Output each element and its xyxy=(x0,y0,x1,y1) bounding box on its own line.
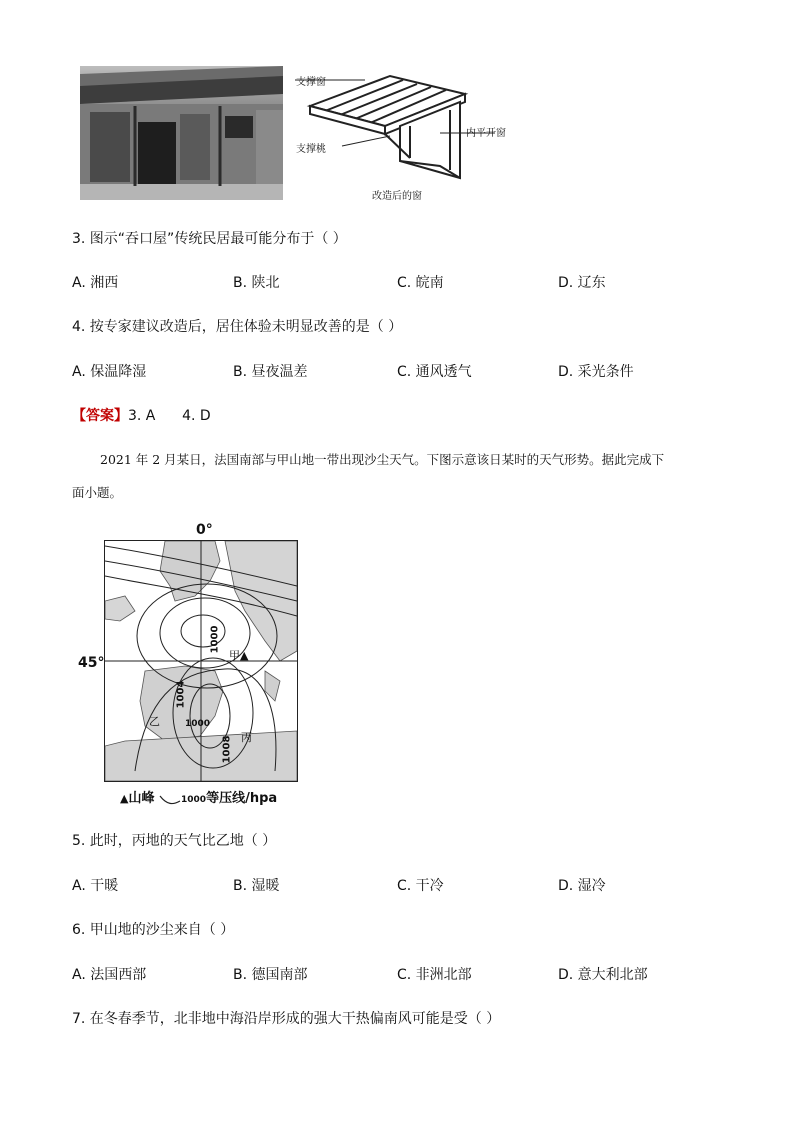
question-3-stem: 3. 图示“吞口屋”传统民居最可能分布于（ ） xyxy=(72,231,347,247)
legend-isobar-value: 1000 xyxy=(181,795,207,805)
q3-option-b[interactable]: B. 陕北 xyxy=(233,275,280,291)
legend-peak-label: 山峰 xyxy=(128,791,155,806)
place-bing: 丙 xyxy=(241,731,252,744)
q5-option-a[interactable]: A. 干暖 xyxy=(72,878,119,894)
weather-map xyxy=(104,540,298,782)
label-inner-window: 内平开窗 xyxy=(466,128,506,139)
q6-option-c[interactable]: C. 非洲北部 xyxy=(397,967,472,983)
isobar-label-1000-north: 1000 xyxy=(209,625,221,654)
answer-tag: 【答案】 xyxy=(72,408,128,424)
map-legend xyxy=(120,787,277,806)
label-support-beam: 支撑桃 xyxy=(296,144,326,155)
q6-option-d[interactable]: D. 意大利北部 xyxy=(558,967,648,983)
label-support-window: 支撑窗 xyxy=(296,77,326,88)
q4-option-c[interactable]: C. 通风透气 xyxy=(397,364,472,380)
q3-option-a[interactable]: A. 湘西 xyxy=(72,275,119,291)
q4-option-a[interactable]: A. 保温降湿 xyxy=(72,364,147,380)
map-latitude-label: 45° xyxy=(78,655,105,671)
answer-text: 3. A 4. D xyxy=(128,408,211,424)
isobar-label-1008: 1008 xyxy=(221,735,233,764)
peak-legend-icon: ▲ xyxy=(120,792,129,805)
q6-option-b[interactable]: B. 德国南部 xyxy=(233,967,308,983)
question-7-stem: 7. 在冬春季节，北非地中海沿岸形成的强大干热偏南风可能是受（ ） xyxy=(72,1011,501,1027)
isobar-legend-icon xyxy=(159,793,181,805)
answer-line xyxy=(72,405,211,425)
q4-option-d[interactable]: D. 采光条件 xyxy=(558,364,634,380)
isobar-label-1004: 1004 xyxy=(175,680,187,709)
question-5-stem: 5. 此时，丙地的天气比乙地（ ） xyxy=(72,833,277,849)
q5-option-c[interactable]: C. 干冷 xyxy=(397,878,444,894)
question-4-stem: 4. 按专家建议改造后，居住体验未明显改善的是（ ） xyxy=(72,319,403,335)
passage-line-2: 面小题。 xyxy=(72,485,123,500)
q5-option-d[interactable]: D. 湿冷 xyxy=(558,878,606,894)
isobar-label-1000-south: 1000 xyxy=(185,719,211,729)
house-photo xyxy=(80,66,283,200)
q3-option-d[interactable]: D. 辽东 xyxy=(558,275,606,291)
legend-isobar-label: 等压线/hpa xyxy=(206,791,278,806)
q4-option-b[interactable]: B. 昼夜温差 xyxy=(233,364,308,380)
q6-option-a[interactable]: A. 法国西部 xyxy=(72,967,147,983)
q3-option-c[interactable]: C. 皖南 xyxy=(397,275,444,291)
passage-line-1: 2021 年 2 月某日，法国南部与甲山地一带出现沙尘天气。下图示意该日某时的天气形势。据此完成下 xyxy=(100,452,665,467)
map-longitude-label: 0° xyxy=(196,522,213,538)
q5-option-b[interactable]: B. 湿暖 xyxy=(233,878,280,894)
place-yi: 乙 xyxy=(149,715,160,728)
question-6-stem: 6. 甲山地的沙尘来自（ ） xyxy=(72,922,235,938)
mountain-peak-icon: ▲ xyxy=(240,649,249,662)
diagram-caption: 改造后的窗 xyxy=(372,191,422,202)
place-jia: 甲▲ xyxy=(229,649,249,662)
